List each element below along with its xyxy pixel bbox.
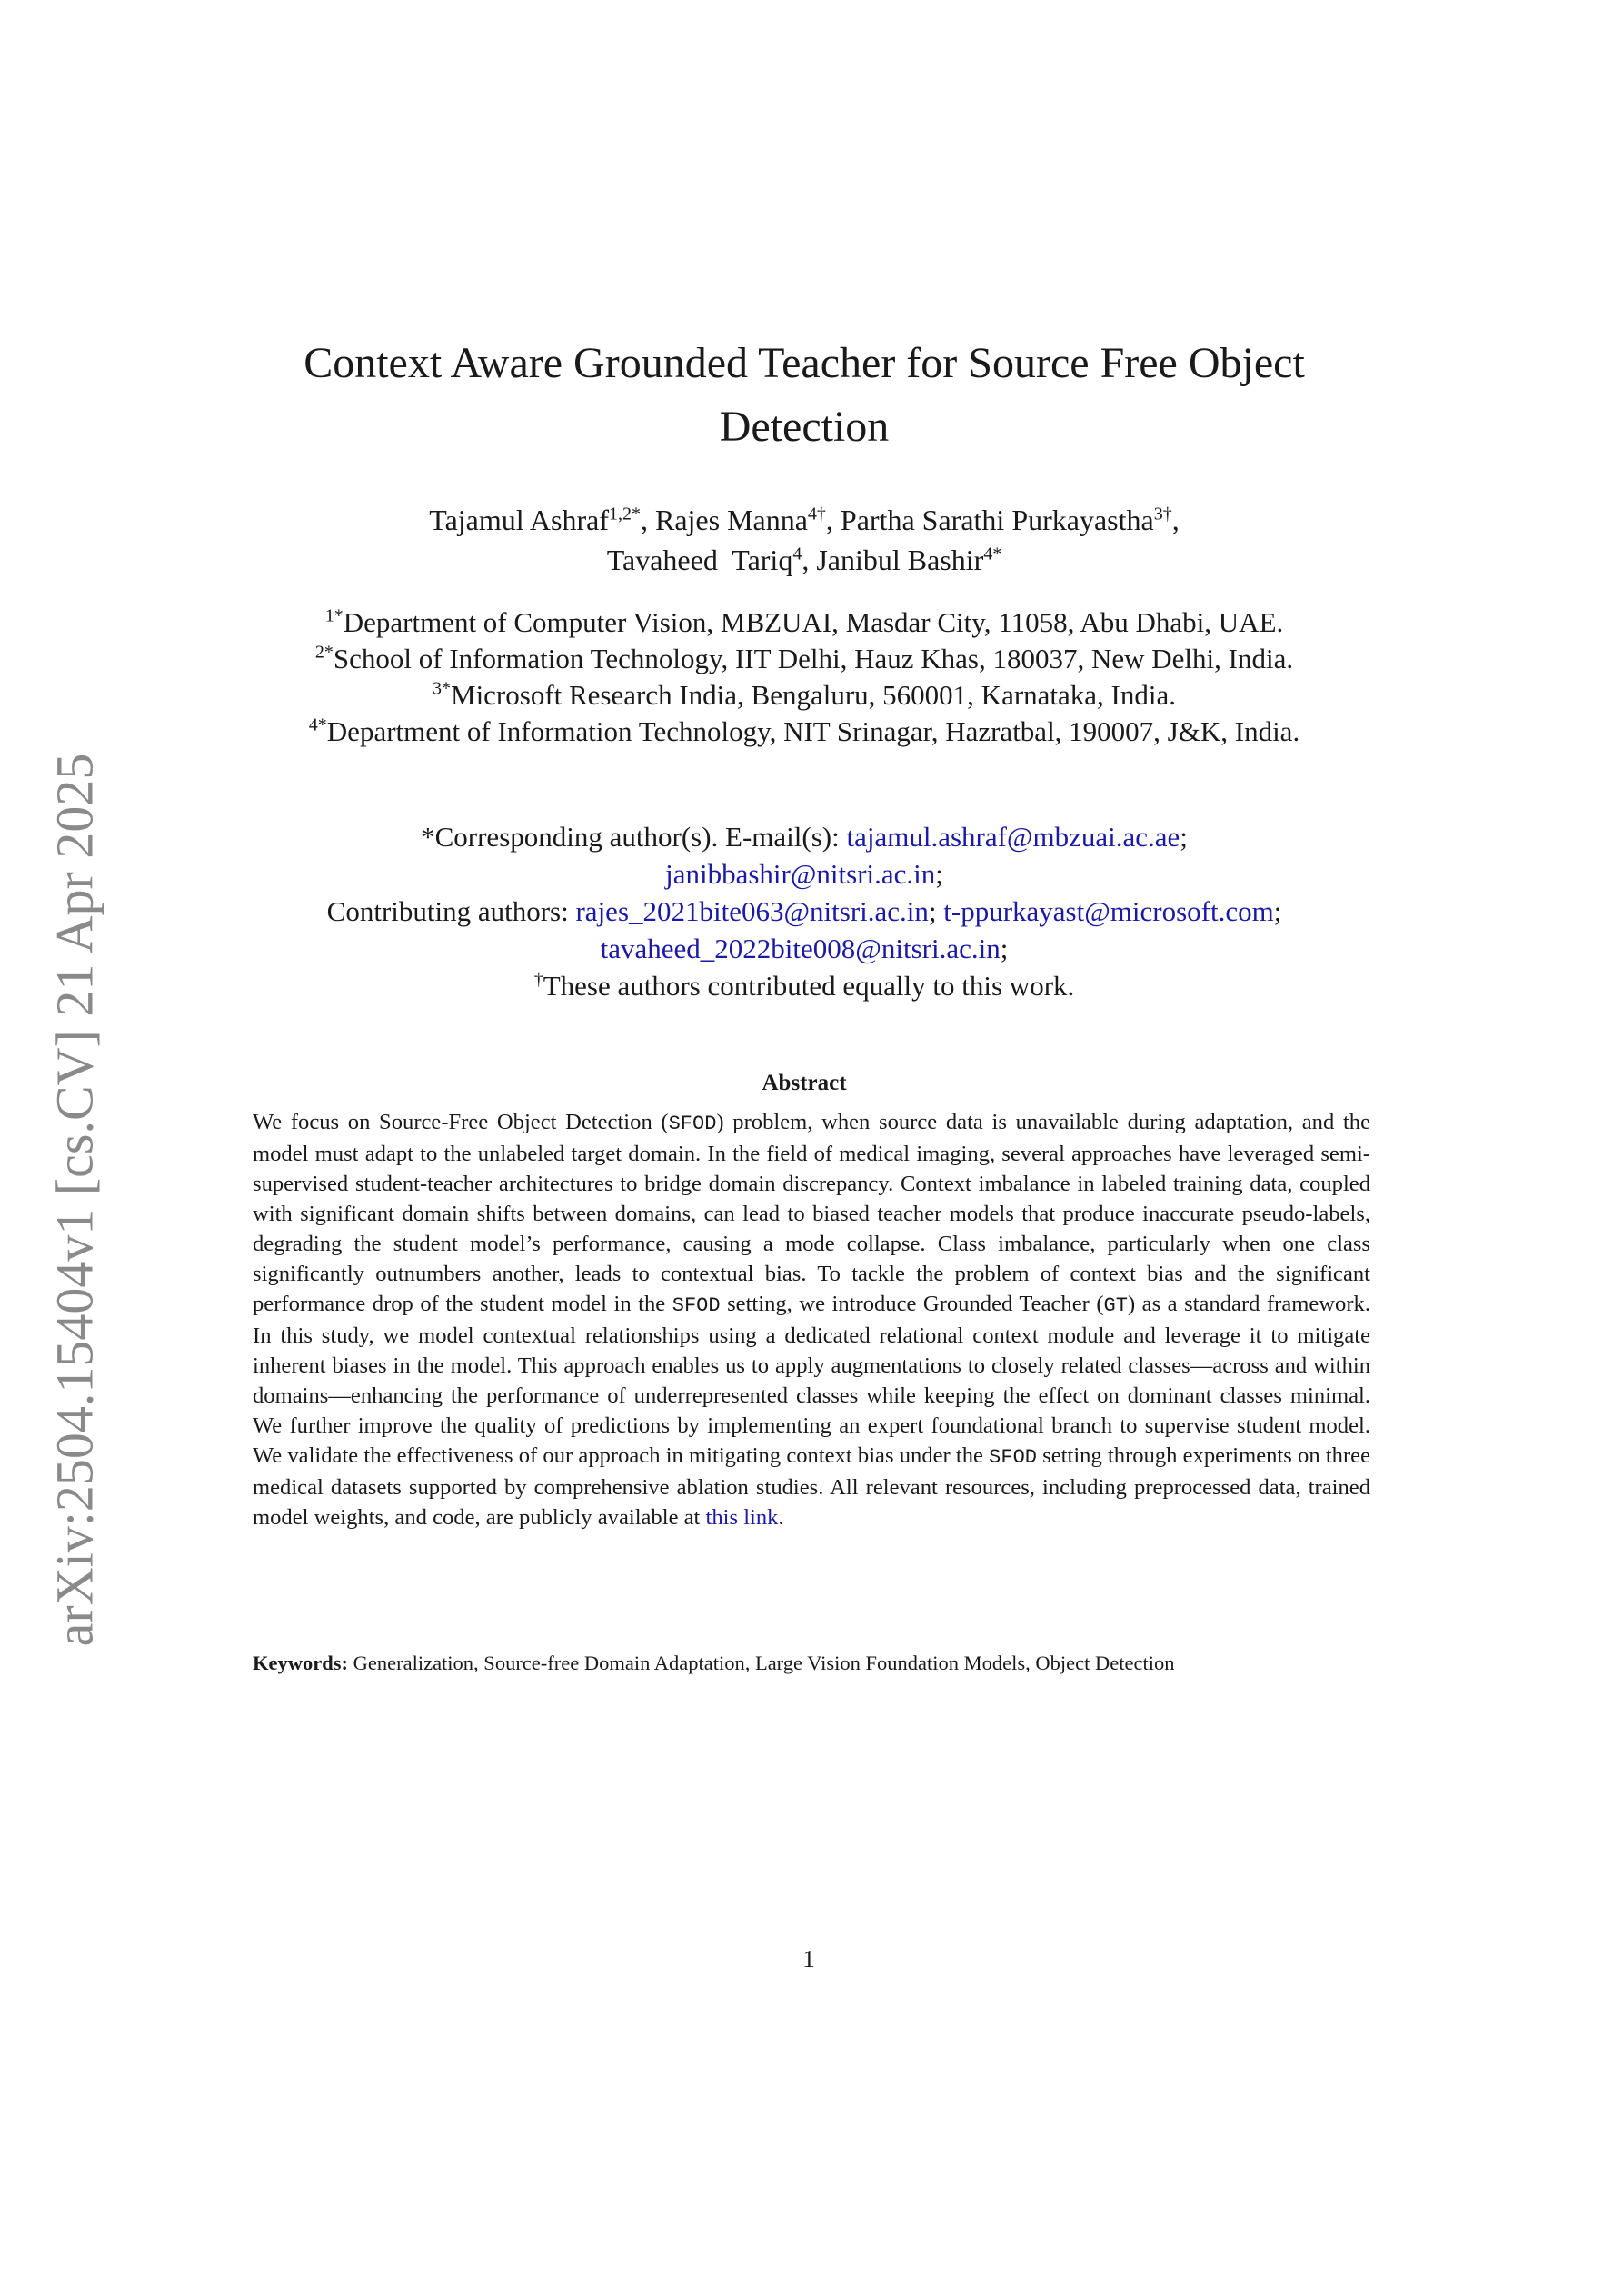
affiliation-sup: 4* [308, 714, 327, 735]
affiliation-sup: 3* [433, 678, 451, 699]
author-list [218, 500, 1390, 580]
abstract-text: setting, we introduce Grounded Teacher ( [720, 1292, 1104, 1316]
affiliation-text: Department of Computer Vision, MBZUAI, Masdar City, 11058, Abu Dhabi, UAE. [343, 606, 1284, 638]
email-link[interactable]: t-ppurkayast@microsoft.com [943, 895, 1274, 927]
corresponding-line [182, 818, 1427, 855]
affiliation-list [182, 604, 1427, 750]
affiliation-sup: 2* [314, 642, 334, 663]
separator: ; [1000, 933, 1009, 964]
equal-contribution-note [182, 967, 1427, 1004]
abstract-code: SFOD [672, 1294, 721, 1317]
separator: ; [928, 895, 937, 927]
abstract-text: . [778, 1505, 784, 1530]
abstract-code: GT [1103, 1294, 1128, 1317]
affiliation-text: Microsoft Research India, Bengaluru, 560001, Karnataka, India. [451, 679, 1176, 711]
abstract-text: We focus on Source-Free Object Detection ( [253, 1110, 669, 1134]
arxiv-sidebar [38, 718, 111, 1682]
abstract-body [253, 1107, 1370, 1532]
keywords-text: Generalization, Source-free Domain Adaptation, Large Vision Foundation Models, Object Detection [348, 1652, 1175, 1674]
abstract-heading: Abstract [762, 1071, 847, 1095]
corresponding-line-2 [182, 855, 1427, 893]
affiliation [182, 604, 1427, 641]
page-number: 1 [802, 1945, 815, 1972]
abstract-code: SFOD [668, 1113, 717, 1135]
keywords [253, 1650, 1370, 1676]
author-name: Tajamul Ashraf [429, 504, 609, 536]
equal-note-text: These authors contributed equally to this work. [543, 970, 1075, 1002]
separator: ; [1273, 895, 1282, 927]
email-link[interactable]: rajes_2021bite063@nitsri.ac.in [575, 895, 929, 927]
abstract-text: ) problem, when source data is unavailable during adaptation, and the model must adapt to the unlabeled target domain. In the field of medical imaging, several approaches have leveraged semi-supervised student-teacher architectures to bridge domain discrepancy. Context imbalance in labeled training data, coupled with significant domain shifts between domains, can lead to biased teacher models that produce inaccurate pseudo-labels, degrading the student model’s performance, causing a mode collapse. Class imbalance, particularly when one class significantly outnumbers another, leads to contextual bias. To tackle the problem of context bias and the significant performance drop of the student model in the [253, 1110, 1370, 1316]
email-link[interactable]: tavaheed_2022bite008@nitsri.ac.in [600, 933, 1001, 964]
author-sep: , [640, 504, 655, 536]
affiliation [182, 677, 1427, 714]
abstract-code: SFOD [989, 1446, 1037, 1469]
keywords-label: Keywords: [253, 1652, 348, 1674]
author-sup: 3† [1153, 504, 1172, 524]
title-line-2: Detection [719, 403, 890, 451]
corresponding-label: *Corresponding author(s). E-mail(s): [421, 821, 847, 853]
affiliation [182, 641, 1427, 677]
abstract-text: setting through experiments on three medical datasets supported by comprehensive ablation studies. All relevant resources, including preprocessed data, trained model weights, and code, are publicly available at [253, 1443, 1370, 1530]
author-sup: 4* [983, 544, 1002, 564]
author-name: Tavaheed Tariq [606, 544, 793, 576]
dagger-mark: † [533, 969, 543, 990]
email-link[interactable]: tajamul.ashraf@mbzuai.ac.ae [846, 821, 1180, 853]
contributing-line [182, 893, 1427, 930]
contact-block [182, 818, 1427, 1004]
contributing-line-2 [182, 930, 1427, 967]
affiliation-text: School of Information Technology, IIT Delhi, Hauz Khas, 180037, New Delhi, India. [333, 643, 1294, 674]
author-name: Janibul Bashir [816, 544, 984, 576]
resources-link[interactable]: this link [705, 1505, 779, 1530]
author-sup: 4† [807, 504, 826, 524]
separator: ; [935, 858, 943, 890]
affiliation-sup: 1* [324, 605, 344, 626]
email-link[interactable]: janibbashir@nitsri.ac.in [665, 858, 936, 890]
contributing-label: Contributing authors: [326, 895, 576, 927]
affiliation [182, 714, 1427, 750]
title-line-1: Context Aware Grounded Teacher for Source Free Object [304, 339, 1305, 387]
paper-title [218, 332, 1390, 459]
author-sep: , [1171, 504, 1180, 536]
author-name: Rajes Manna [654, 504, 808, 536]
author-sep: , [802, 544, 817, 576]
arxiv-identifier: arXiv:2504.15404v1 [cs.CV] 21 Apr 2025 [45, 753, 105, 1647]
author-sup: 1,2* [608, 504, 641, 524]
author-sup: 4 [792, 544, 802, 564]
separator: ; [1180, 821, 1188, 853]
author-name: Partha Sarathi Purkayastha [840, 504, 1154, 536]
author-sep: , [825, 504, 841, 536]
affiliation-text: Department of Information Technology, NIT Srinagar, Hazratbal, 190007, J&K, India. [326, 715, 1300, 747]
abstract-text: ) as a standard framework. In this study, we model contextual relationships using a dedicated relational context module and leverage it to mitigate inherent biases in the model. This approach enables us to apply augmentations to closely related classes—across and within domains—enhancing the performance of underrepresented classes while keeping the effect on dominant classes minimal. We further improve the quality of predictions by implementing an expert foundational branch to supervise student model. We validate the effectiveness of our approach in mitigating context bias under the [253, 1292, 1370, 1468]
